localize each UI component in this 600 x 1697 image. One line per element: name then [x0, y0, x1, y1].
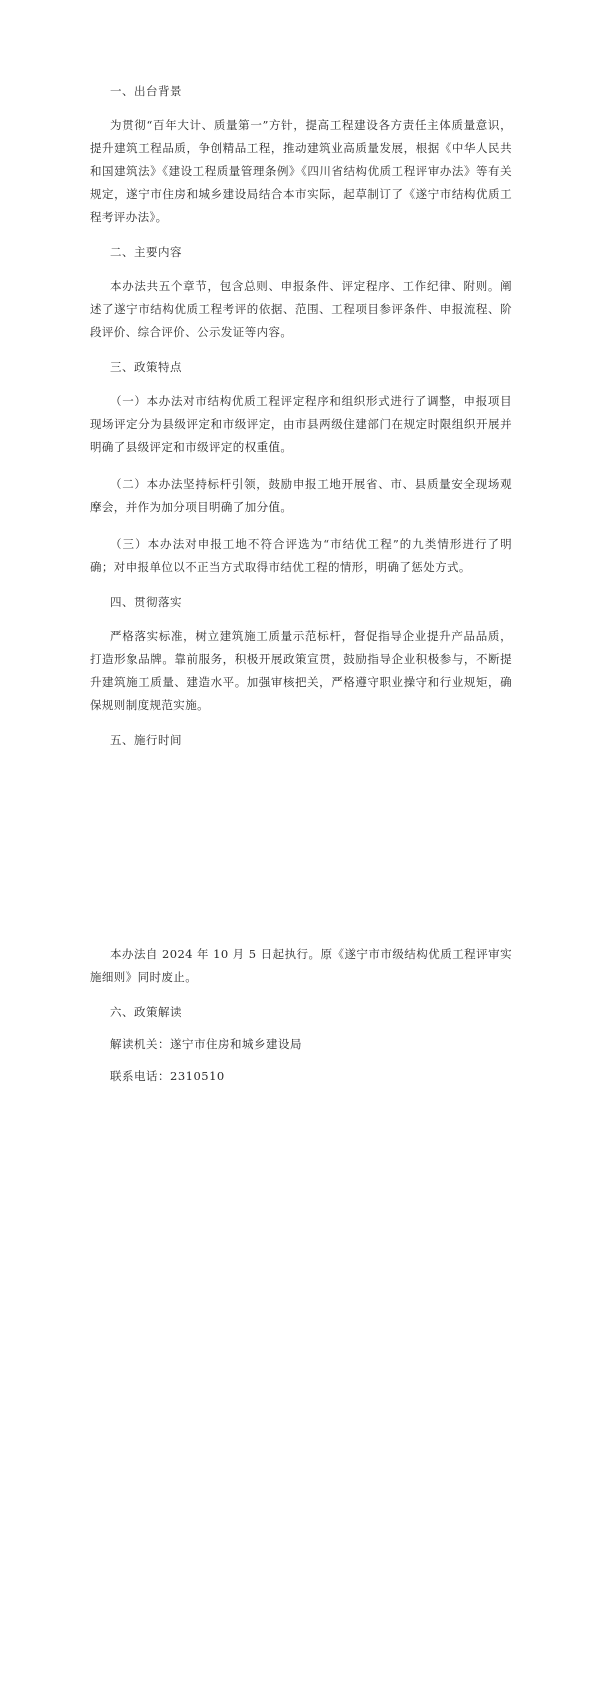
contact-phone: 联系电话：2310510: [110, 1069, 225, 1083]
section-heading: 一、出台背景: [110, 84, 182, 98]
section-interpretation: [90, 1003, 512, 1085]
section-heading: 二、主要内容: [110, 245, 182, 259]
interpreting-agency: 解读机关：遂宁市住房和城乡建设局: [110, 1037, 302, 1051]
section-paragraph: （三）本办法对申报工地不符合评选为“市结优工程”的九类情形进行了明确；对申报单位以不正当方式取得市结优工程的情形，明确了惩处方式。: [90, 537, 512, 574]
blank-space: [90, 763, 512, 943]
section-paragraph: 本办法共五个章节，包含总则、申报条件、评定程序、工作纪律、附则。阐述了遂宁市结构优质工程考评的依据、范围、工程项目参评条件、申报流程、阶段评价、综合评价、公示发证等内容。: [90, 279, 512, 339]
section-effective-time: [90, 731, 512, 989]
section-heading: 六、政策解读: [110, 1005, 182, 1019]
section-main-content: [90, 243, 512, 344]
section-heading: 四、贯彻落实: [110, 595, 182, 609]
section-paragraph: （二）本办法坚持标杆引领，鼓励申报工地开展省、市、县质量安全现场观摩会，并作为加分项目明确了加分值。: [90, 477, 512, 514]
section-implementation: [90, 593, 512, 717]
section-background: [90, 82, 512, 229]
section-heading: 三、政策特点: [110, 360, 182, 374]
section-heading: 五、施行时间: [110, 733, 182, 747]
section-paragraph: 为贯彻“百年大计、质量第一”方针，提高工程建设各方责任主体质量意识，提升建筑工程品质，争创精品工程，推动建筑业高质量发展，根据《中华人民共和国建筑法》《建设工程质量管理条例》《四川省结构优质工程评审办法》等有关规定，遂宁市住房和城乡建设局结合本市实际，起草制订了《遂宁市结构优质工程考评办法》。: [90, 118, 512, 224]
section-paragraph: （一）本办法对市结构优质工程评定程序和组织形式进行了调整，申报项目现场评定分为县级评定和市级评定，由市县两级住建部门在规定时限组织开展并明确了县级评定和市级评定的权重值。: [90, 394, 512, 454]
effective-date-paragraph: 本办法自 2024 年 10 月 5 日起执行。原《遂宁市市级结构优质工程评审实施细则》同时废止。: [90, 947, 512, 984]
section-paragraph: 严格落实标准，树立建筑施工质量示范标杆，督促指导企业提升产品品质，打造形象品牌。靠前服务，积极开展政策宣贯，鼓励指导企业积极参与，不断提升建筑施工质量、建造水平。加强审核把关，严格遵守职业操守和行业规矩，确保规则制度规范实施。: [90, 629, 512, 712]
section-policy-features: [90, 358, 512, 579]
document-body: [90, 82, 512, 1099]
